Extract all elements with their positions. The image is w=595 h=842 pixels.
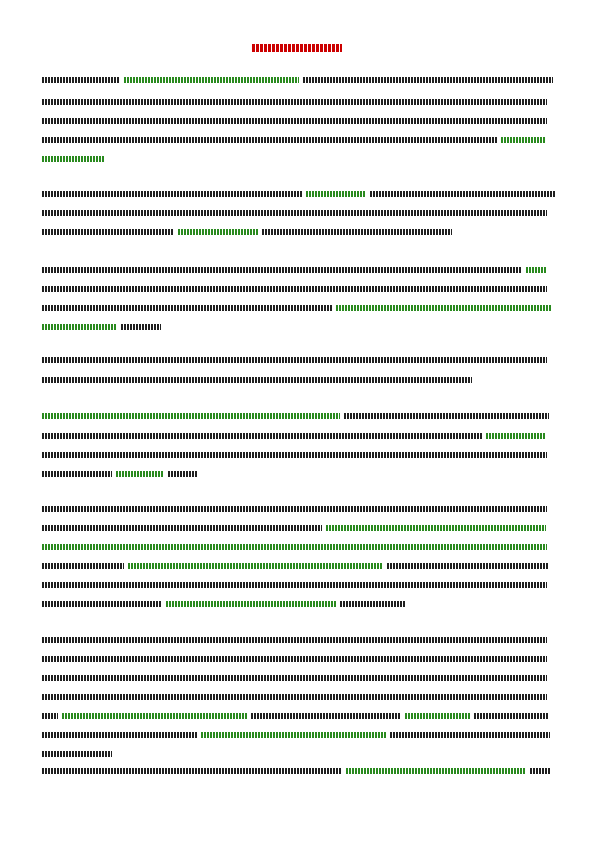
text-line xyxy=(42,693,547,700)
text-line xyxy=(42,636,547,643)
text-line xyxy=(42,285,547,292)
text-line xyxy=(42,470,198,477)
text-line xyxy=(42,136,546,143)
text-line xyxy=(42,581,547,588)
text-line xyxy=(42,304,551,311)
text-line xyxy=(42,750,112,757)
text-line xyxy=(42,767,550,774)
text-line xyxy=(42,117,547,124)
text-line xyxy=(42,209,547,216)
text-line xyxy=(42,562,549,569)
text-line xyxy=(42,76,553,83)
text-line xyxy=(42,266,546,273)
text-line xyxy=(42,155,104,162)
text-line xyxy=(42,543,547,550)
text-line xyxy=(42,356,547,363)
text-line xyxy=(42,376,472,383)
text-line xyxy=(42,323,161,330)
text-line xyxy=(42,731,550,738)
text-line xyxy=(42,712,549,719)
text-line xyxy=(42,505,547,512)
text-line xyxy=(42,451,547,458)
text-line xyxy=(42,228,452,235)
text-line xyxy=(42,674,547,681)
text-line xyxy=(42,190,555,197)
text-line xyxy=(42,412,549,419)
text-line xyxy=(42,524,546,531)
page-title xyxy=(252,44,342,52)
text-line xyxy=(42,98,547,105)
text-line xyxy=(42,432,546,439)
text-line xyxy=(42,655,547,662)
text-line xyxy=(42,600,405,607)
